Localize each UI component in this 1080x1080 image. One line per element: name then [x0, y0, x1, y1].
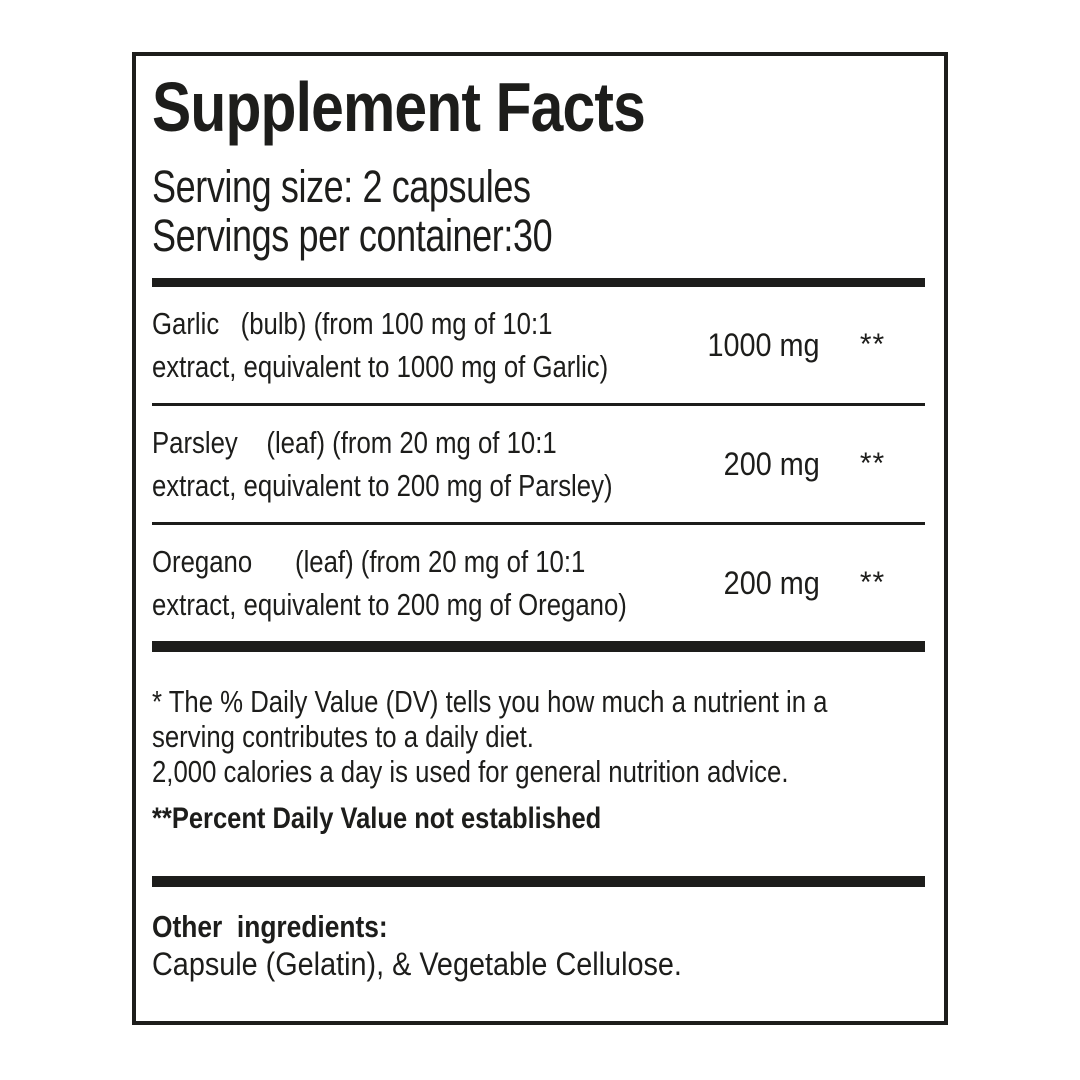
ingredient-daily-value: **	[859, 328, 886, 361]
heavy-divider-top	[152, 278, 925, 287]
ingredient-table	[152, 287, 925, 641]
ingredient-row-oregano	[152, 522, 925, 641]
other-ingredients-section	[152, 909, 925, 983]
heavy-divider-middle	[152, 641, 925, 652]
supplement-facts-panel	[132, 52, 948, 1025]
ingredient-name	[152, 540, 690, 626]
footnote-line3: 2,000 calories a day is used for general nutrition advice.	[152, 754, 789, 789]
footnote-line1: * The % Daily Value (DV) tells you how much a nutrient in a	[152, 684, 828, 719]
ingredient-amount-value: 200 mg	[723, 445, 820, 482]
footnote-not-established: **Percent Daily Value not established	[152, 802, 602, 835]
ingredient-name-line2: extract, equivalent to 1000 mg of Garlic)	[152, 349, 609, 384]
serving-size-line: Serving size: 2 capsules	[152, 161, 531, 212]
ingredient-name-line1: Oregano (leaf) (from 20 mg of 10:1	[152, 544, 586, 579]
other-ingredients-text: Capsule (Gelatin), & Vegetable Cellulose.	[152, 946, 682, 982]
ingredient-name	[152, 302, 690, 388]
ingredient-name-line2: extract, equivalent to 200 mg of Parsley)	[152, 468, 613, 503]
ingredient-daily-value: **	[859, 447, 886, 480]
other-ingredients-label: Other ingredients:	[152, 909, 388, 944]
footnote-line2: serving contributes to a daily diet.	[152, 719, 534, 754]
panel-title: Supplement Facts	[152, 68, 646, 146]
ingredient-amount	[690, 565, 820, 602]
ingredient-name	[152, 421, 690, 507]
ingredient-amount-value: 200 mg	[723, 564, 820, 601]
daily-value-footnote	[152, 684, 925, 836]
servings-per-container-line: Servings per container:30	[152, 210, 553, 261]
ingredient-name-line1: Parsley (leaf) (from 20 mg of 10:1	[152, 425, 557, 460]
ingredient-row-garlic	[152, 287, 925, 403]
ingredient-daily-value: **	[859, 566, 886, 599]
ingredient-amount	[690, 446, 820, 483]
serving-info	[152, 162, 925, 260]
heavy-divider-bottom	[152, 876, 925, 887]
ingredient-amount-value: 1000 mg	[707, 326, 820, 363]
ingredient-row-parsley	[152, 403, 925, 522]
ingredient-amount	[690, 327, 820, 364]
ingredient-name-line2: extract, equivalent to 200 mg of Oregano)	[152, 587, 627, 622]
ingredient-name-line1: Garlic (bulb) (from 100 mg of 10:1	[152, 306, 553, 341]
